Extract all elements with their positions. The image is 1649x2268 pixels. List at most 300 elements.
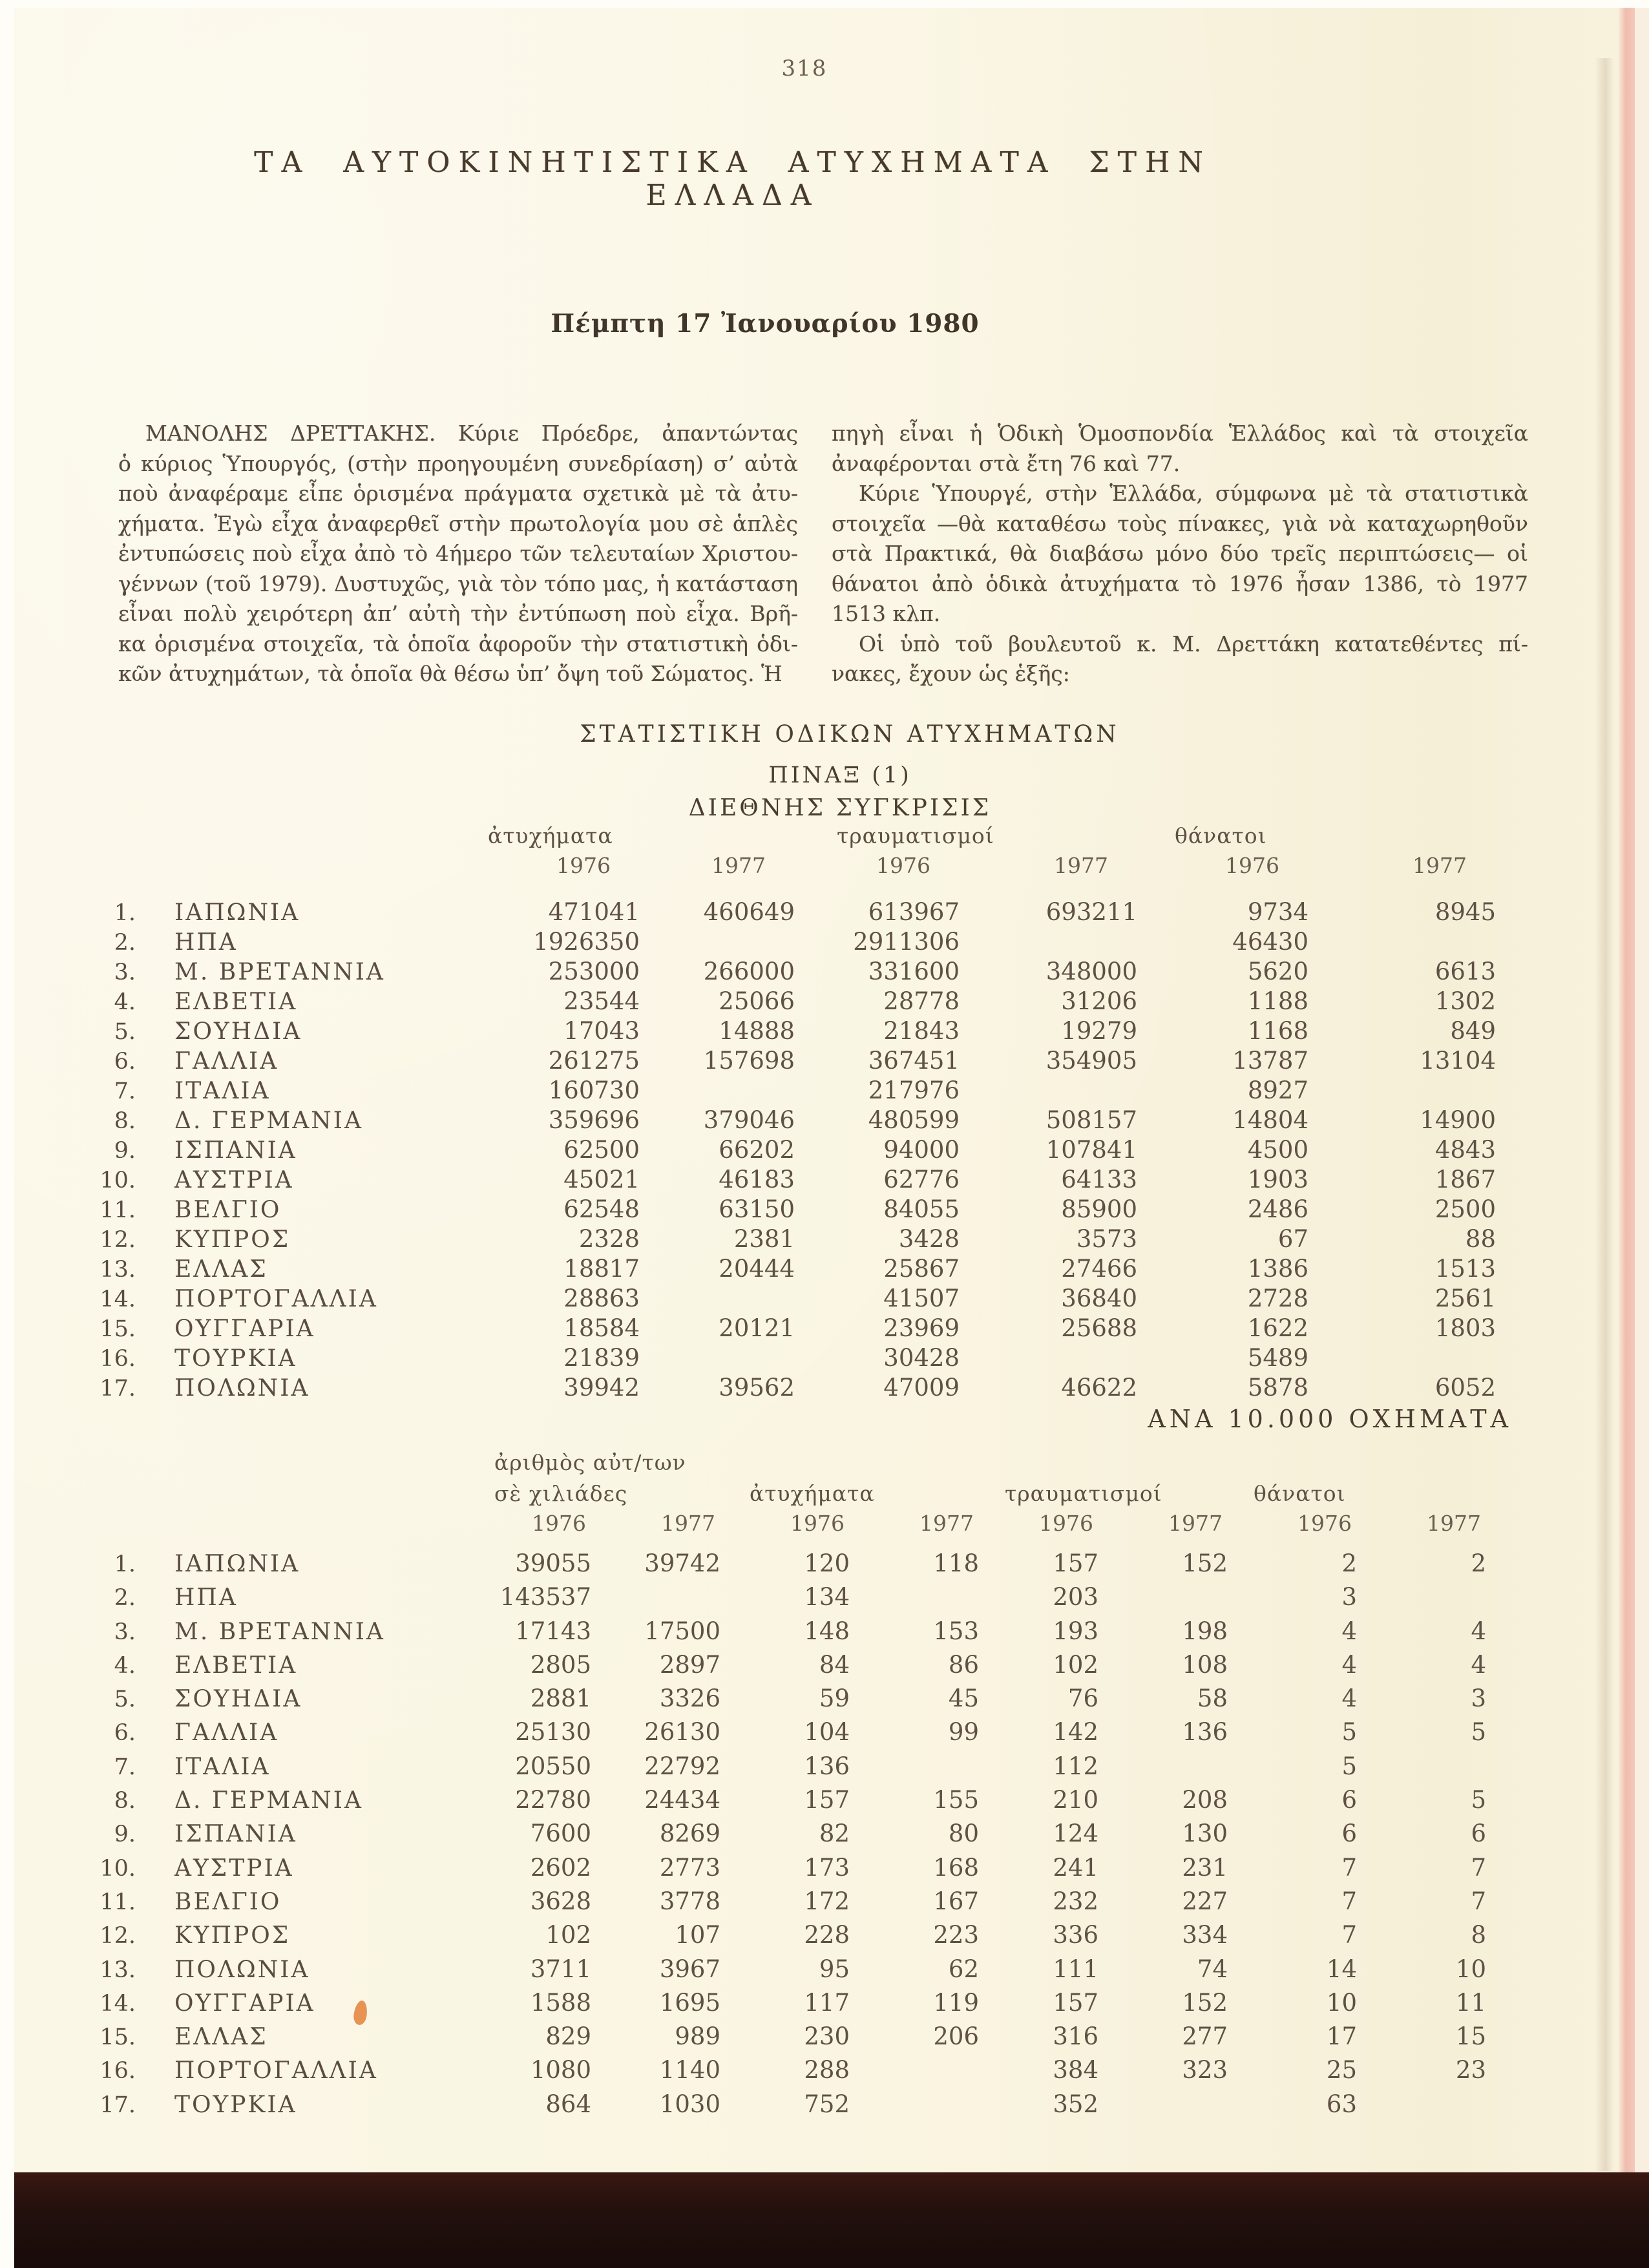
row-number: 5. <box>114 1019 136 1045</box>
value-cell: 25066 <box>719 987 795 1015</box>
row-number: 15. <box>100 2024 136 2051</box>
table2-group-injuries: τραυματισμοί <box>1005 1481 1162 1506</box>
value-cell: 25 <box>1326 2056 1357 2084</box>
row-number: 3. <box>114 960 136 985</box>
country-cell: ΣΟΥΗΔΙΑ <box>174 1686 302 1713</box>
date-heading: Πέμπτη 17 Ἰανουαρίου 1980 <box>551 309 980 339</box>
country-cell: Δ. ΓΕΡΜΑΝΙΑ <box>174 1787 363 1814</box>
value-cell: 80 <box>948 1820 979 1848</box>
year-header-row <box>97 1511 1486 1536</box>
table-row <box>97 1076 1496 1106</box>
table2 <box>97 1549 1486 2124</box>
row-number: 10. <box>100 1855 136 1882</box>
body-text-line: 1513 κλπ. <box>832 601 941 626</box>
value-cell: 1867 <box>1434 1166 1496 1193</box>
value-cell: 20444 <box>719 1255 795 1283</box>
table-row <box>97 1374 1496 1403</box>
value-cell: 471041 <box>548 898 640 926</box>
row-number: 13. <box>100 1957 136 1983</box>
country-cell: ΙΑΠΩΝΙΑ <box>174 1551 300 1577</box>
table-row <box>97 1583 1486 1617</box>
value-cell: 30428 <box>883 1344 960 1372</box>
year-label: 1977 <box>1054 853 1108 878</box>
body-text-line: Κύριε Ὑπουργέ, στὴν Ἑλλάδα, σύμφωνα μὲ τὰ στατιστικὰ <box>859 481 1528 506</box>
value-cell: 31206 <box>1061 987 1137 1015</box>
row-number: 13. <box>100 1257 136 1283</box>
value-cell: 1803 <box>1434 1314 1496 1342</box>
value-cell: 2328 <box>578 1225 640 1253</box>
value-cell: 193 <box>1053 1617 1098 1645</box>
value-cell: 4 <box>1341 1650 1357 1679</box>
body-text-line: ποὺ ἀναφέραμε εἶπε ὁρισμένα πράγματα σχετικὰ μὲ τὰ ἀτυ- <box>118 481 798 506</box>
country-cell: ΙΤΑΛΙΑ <box>174 1078 271 1104</box>
value-cell: 36840 <box>1061 1285 1137 1312</box>
value-cell: 203 <box>1053 1583 1098 1612</box>
table-row <box>97 2090 1486 2124</box>
value-cell: 7 <box>1471 1887 1486 1915</box>
value-cell: 63 <box>1326 2090 1357 2118</box>
row-number: 10. <box>100 1168 136 1193</box>
table-row <box>97 1955 1486 1989</box>
value-cell: 3711 <box>530 1955 591 1983</box>
value-cell: 13104 <box>1420 1047 1496 1075</box>
value-cell: 4843 <box>1434 1136 1496 1164</box>
year-label: 1976 <box>790 1511 845 1536</box>
value-cell: 5 <box>1341 1718 1357 1747</box>
body-text-line: κῶν ἀτυχημάτων, τὰ ὁποῖα θὰ θέσω ὑπ’ ὄψη τοῦ Σώματος. Ἡ <box>118 661 782 686</box>
value-cell: 6 <box>1471 1820 1486 1848</box>
value-cell: 46183 <box>719 1166 795 1193</box>
page-title: ΤΑ ΑΥΤΟΚΙΝΗΤΙΣΤΙΚΑ ΑΤΥΧΗΜΑΤΑ ΣΤΗΝ ΕΛΛΑΔΑ <box>254 146 1212 212</box>
value-cell: 14888 <box>719 1017 795 1045</box>
table-row <box>97 1195 1496 1225</box>
value-cell: 18817 <box>563 1255 640 1283</box>
value-cell: 99 <box>948 1718 979 1747</box>
country-cell: ΚΥΠΡΟΣ <box>174 1922 291 1949</box>
value-cell: 989 <box>675 2022 720 2051</box>
row-number: 9. <box>114 1822 136 1848</box>
country-cell: ΤΟΥΡΚΙΑ <box>174 1345 297 1372</box>
value-cell: 384 <box>1053 2056 1098 2084</box>
value-cell: 2773 <box>659 1853 720 1882</box>
value-cell: 2561 <box>1434 1285 1496 1312</box>
value-cell: 23969 <box>883 1314 960 1342</box>
year-label: 1976 <box>556 853 611 878</box>
value-cell: 5489 <box>1247 1344 1308 1372</box>
value-cell: 6 <box>1341 1820 1357 1848</box>
country-cell: ΒΕΛΓΙΟ <box>174 1888 282 1915</box>
row-number: 5. <box>114 1686 136 1713</box>
value-cell: 3428 <box>898 1225 960 1253</box>
year-label: 1977 <box>1427 1511 1481 1536</box>
year-label: 1976 <box>876 853 930 878</box>
body-text-line: νακες, ἔχουν ὡς ἑξῆς: <box>832 661 1070 686</box>
value-cell: 266000 <box>703 958 795 985</box>
value-cell: 4 <box>1341 1685 1357 1713</box>
value-cell: 167 <box>933 1887 979 1915</box>
value-cell: 7 <box>1471 1853 1486 1882</box>
value-cell: 17143 <box>515 1617 591 1645</box>
value-cell: 5 <box>1471 1786 1486 1814</box>
value-cell: 18584 <box>563 1314 640 1342</box>
scan-edge-right <box>1618 0 1635 2268</box>
value-cell: 227 <box>1182 1887 1228 1915</box>
statistics-heading: ΣΤΑΤΙΣΤΙΚΗ ΟΔΙΚΩΝ ΑΤΥΧΗΜΑΤΩΝ <box>580 721 1120 748</box>
value-cell: 253000 <box>548 958 640 985</box>
value-cell: 63150 <box>719 1195 795 1223</box>
value-cell: 66202 <box>719 1136 795 1164</box>
value-cell: 14900 <box>1420 1106 1496 1134</box>
value-cell: 2897 <box>659 1650 720 1679</box>
country-cell: ΙΤΑΛΙΑ <box>174 1753 271 1780</box>
value-cell: 5878 <box>1247 1374 1308 1402</box>
row-number: 17. <box>100 2092 136 2118</box>
value-cell: 8945 <box>1434 898 1496 926</box>
table-row <box>97 1617 1486 1651</box>
body-text-line: κα ὁρισμένα στοιχεῖα, τὰ ὁποῖα ἀφοροῦν τὴν στατιστικὴ ὁδι- <box>118 631 798 656</box>
value-cell: 4 <box>1471 1617 1486 1645</box>
value-cell: 348000 <box>1045 958 1137 985</box>
value-cell: 3 <box>1341 1583 1357 1612</box>
value-cell: 3326 <box>659 1685 720 1713</box>
value-cell: 1080 <box>530 2056 591 2084</box>
country-cell: ΙΑΠΩΝΙΑ <box>174 899 300 926</box>
value-cell: 206 <box>933 2022 979 2051</box>
value-cell: 3778 <box>659 1887 720 1915</box>
value-cell: 25867 <box>883 1255 960 1283</box>
country-cell: ΕΛΛΑΣ <box>174 2024 268 2051</box>
value-cell: 288 <box>804 2056 850 2084</box>
value-cell: 59 <box>819 1685 850 1713</box>
value-cell: 136 <box>1182 1718 1228 1747</box>
table-row <box>97 1017 1496 1047</box>
row-number: 17. <box>100 1376 136 1402</box>
value-cell: 261275 <box>548 1047 640 1075</box>
value-cell: 111 <box>1053 1955 1098 1983</box>
row-number: 7. <box>114 1754 136 1780</box>
value-cell: 8269 <box>659 1820 720 1848</box>
value-cell: 21843 <box>883 1017 960 1045</box>
value-cell: 10 <box>1455 1955 1486 1983</box>
value-cell: 95 <box>819 1955 850 1983</box>
year-label: 1977 <box>1168 1511 1223 1536</box>
country-cell: Μ. ΒΡΕΤΑΝΝΙΑ <box>174 959 385 985</box>
value-cell: 7 <box>1341 1887 1357 1915</box>
row-number: 12. <box>100 1227 136 1253</box>
value-cell: 6 <box>1341 1786 1357 1814</box>
table-row <box>97 2056 1486 2090</box>
table-row <box>97 928 1496 958</box>
table1-group-deaths: θάνατοι <box>1175 823 1267 848</box>
value-cell: 1140 <box>659 2056 720 2084</box>
country-cell: ΕΛΒΕΤΙΑ <box>174 1652 298 1679</box>
value-cell: 3628 <box>530 1887 591 1915</box>
value-cell: 1513 <box>1434 1255 1496 1283</box>
value-cell: 7 <box>1341 1921 1357 1949</box>
value-cell: 15 <box>1455 2022 1486 2051</box>
value-cell: 25688 <box>1061 1314 1137 1342</box>
row-number: 11. <box>100 1197 136 1223</box>
value-cell: 46430 <box>1232 928 1308 956</box>
country-cell: ΟΥΓΓΑΡΙΑ <box>174 1990 315 2017</box>
value-cell: 1168 <box>1247 1017 1308 1045</box>
year-label: 1976 <box>1225 853 1279 878</box>
country-cell: ΓΑΛΛΙΑ <box>174 1048 279 1075</box>
value-cell: 2500 <box>1434 1195 1496 1223</box>
value-cell: 152 <box>1182 1549 1228 1577</box>
value-cell: 231 <box>1182 1853 1228 1882</box>
value-cell: 1926350 <box>533 928 640 956</box>
value-cell: 1622 <box>1247 1314 1308 1342</box>
row-number: 16. <box>100 1346 136 1372</box>
table-row <box>97 1685 1486 1718</box>
value-cell: 4500 <box>1247 1136 1308 1164</box>
body-text-line: γέννων (τοῦ 1979). Δυστυχῶς, γιὰ τὸν τόπο μας, ἡ κατάσταση <box>118 571 798 596</box>
value-cell: 323 <box>1182 2056 1228 2084</box>
value-cell: 62776 <box>883 1166 960 1193</box>
value-cell: 39942 <box>563 1374 640 1402</box>
value-cell: 223 <box>933 1921 979 1949</box>
value-cell: 58 <box>1197 1685 1228 1713</box>
table2-vehicles-header-line1: ἀριθμὸς αὐτ/των <box>494 1450 686 1475</box>
value-cell: 217976 <box>868 1076 960 1104</box>
value-cell: 74 <box>1197 1955 1228 1983</box>
scan-edge-top <box>0 0 1649 8</box>
row-number: 12. <box>100 1923 136 1949</box>
value-cell: 1030 <box>659 2090 720 2118</box>
body-text-line: στὰ Πρακτικά, θὰ διαβάσω μόνο δύο τρεῖς περιπτώσεις— οἱ <box>832 541 1528 566</box>
row-number: 8. <box>114 1788 136 1814</box>
value-cell: 21839 <box>563 1344 640 1372</box>
value-cell: 198 <box>1182 1617 1228 1645</box>
year-label: 1976 <box>1039 1511 1093 1536</box>
value-cell: 5 <box>1471 1718 1486 1747</box>
value-cell: 354905 <box>1045 1047 1137 1075</box>
table-row <box>97 1047 1496 1076</box>
table1 <box>97 898 1496 1403</box>
row-number: 3. <box>114 1619 136 1645</box>
value-cell: 208 <box>1182 1786 1228 1814</box>
year-label: 1977 <box>711 853 766 878</box>
row-number: 1. <box>114 1551 136 1577</box>
value-cell: 10 <box>1326 1988 1357 2017</box>
value-cell: 94000 <box>883 1136 960 1164</box>
body-left-column <box>118 419 798 689</box>
value-cell: 228 <box>804 1921 850 1949</box>
value-cell: 2 <box>1341 1549 1357 1577</box>
year-label: 1977 <box>1413 853 1467 878</box>
table-row <box>97 1786 1486 1820</box>
country-cell: ΠΟΡΤΟΓΑΛΛΙΑ <box>174 1286 378 1312</box>
table1-year-header <box>97 853 1496 878</box>
value-cell: 8 <box>1471 1921 1486 1949</box>
table-row <box>97 1136 1496 1166</box>
country-cell: ΗΠΑ <box>174 929 238 956</box>
value-cell: 2881 <box>530 1685 591 1713</box>
value-cell: 4 <box>1341 1617 1357 1645</box>
country-cell: ΚΥΠΡΟΣ <box>174 1226 291 1253</box>
value-cell: 20550 <box>515 1752 591 1780</box>
value-cell: 153 <box>933 1617 979 1645</box>
value-cell: 120 <box>804 1549 850 1577</box>
value-cell: 62 <box>948 1955 979 1983</box>
year-label: 1976 <box>1297 1511 1352 1536</box>
table-row <box>97 958 1496 987</box>
value-cell: 13787 <box>1232 1047 1308 1075</box>
scan-edge-left <box>0 0 14 2268</box>
country-cell: ΕΛΒΕΤΙΑ <box>174 989 298 1015</box>
table-row <box>97 1820 1486 1853</box>
year-header-row <box>97 853 1496 878</box>
value-cell: 23 <box>1455 2056 1486 2084</box>
value-cell: 108 <box>1182 1650 1228 1679</box>
value-cell: 45 <box>948 1685 979 1713</box>
value-cell: 7600 <box>530 1820 591 1848</box>
row-number: 4. <box>114 1652 136 1679</box>
value-cell: 3573 <box>1076 1225 1137 1253</box>
value-cell: 277 <box>1182 2022 1228 2051</box>
value-cell: 316 <box>1053 2022 1098 2051</box>
value-cell: 359696 <box>548 1106 640 1134</box>
value-cell: 864 <box>545 2090 591 2118</box>
value-cell: 19279 <box>1061 1017 1137 1045</box>
table-row <box>97 2022 1486 2056</box>
value-cell: 24434 <box>644 1786 720 1814</box>
table-row <box>97 1166 1496 1195</box>
row-number: 2. <box>114 930 136 956</box>
value-cell: 508157 <box>1045 1106 1137 1134</box>
value-cell: 2 <box>1471 1549 1486 1577</box>
value-cell: 334 <box>1182 1921 1228 1949</box>
row-number: 2. <box>114 1585 136 1612</box>
country-cell: ΠΟΛΩΝΙΑ <box>174 1375 310 1402</box>
value-cell: 3 <box>1471 1685 1486 1713</box>
value-cell: 157 <box>1053 1549 1098 1577</box>
value-cell: 5620 <box>1247 958 1308 985</box>
value-cell: 39562 <box>719 1374 795 1402</box>
table1-group-accidents: ἀτυχήματα <box>488 823 613 848</box>
value-cell: 17 <box>1326 2022 1357 2051</box>
row-number: 6. <box>114 1720 136 1747</box>
value-cell: 136 <box>804 1752 850 1780</box>
body-text-line: Οἱ ὑπὸ τοῦ βουλευτοῦ κ. Μ. Δρεττάκη κατατεθέντες πί- <box>859 631 1528 656</box>
country-cell: ΗΠΑ <box>174 1584 238 1612</box>
value-cell: 20121 <box>719 1314 795 1342</box>
value-cell: 5 <box>1341 1752 1357 1780</box>
value-cell: 14804 <box>1232 1106 1308 1134</box>
body-text-line: ἀναφέρονται στὰ ἔτη 76 καὶ 77. <box>832 450 1181 476</box>
country-cell: ΓΑΛΛΙΑ <box>174 1719 279 1747</box>
value-cell: 367451 <box>868 1047 960 1075</box>
value-cell: 39055 <box>515 1549 591 1577</box>
country-cell: ΤΟΥΡΚΙΑ <box>174 2091 297 2118</box>
table-row <box>97 1887 1486 1921</box>
table-row <box>97 898 1496 928</box>
value-cell: 160730 <box>548 1076 640 1104</box>
row-number: 14. <box>100 1990 136 2017</box>
value-cell: 124 <box>1053 1820 1098 1848</box>
value-cell: 157 <box>1053 1988 1098 2017</box>
value-cell: 210 <box>1053 1786 1098 1814</box>
value-cell: 2381 <box>733 1225 795 1253</box>
value-cell: 172 <box>804 1887 850 1915</box>
value-cell: 102 <box>1053 1650 1098 1679</box>
body-text-line: ὁ κύριος Ὑπουργός, (στὴν προηγουμένη συνεδρίαση) σ’ αὐτὰ <box>118 450 798 476</box>
country-cell: ΠΟΛΩΝΙΑ <box>174 1956 310 1983</box>
value-cell: 104 <box>804 1718 850 1747</box>
value-cell: 148 <box>804 1617 850 1645</box>
year-label: 1977 <box>661 1511 715 1536</box>
row-number: 6. <box>114 1049 136 1075</box>
value-cell: 39742 <box>644 1549 720 1577</box>
value-cell: 17500 <box>644 1617 720 1645</box>
value-cell: 47009 <box>883 1374 960 1402</box>
row-number: 1. <box>114 900 136 926</box>
country-cell: ΑΥΣΤΡΙΑ <box>174 1854 294 1882</box>
value-cell: 25130 <box>515 1718 591 1747</box>
scan-bottom-band <box>14 2172 1649 2268</box>
value-cell: 2728 <box>1247 1285 1308 1312</box>
table2-vehicles-header-line2: σὲ χιλιάδες <box>494 1481 628 1506</box>
value-cell: 1903 <box>1247 1166 1308 1193</box>
value-cell: 26130 <box>644 1718 720 1747</box>
table1-subtitle: ΔΙΕΘΝΗΣ ΣΥΓΚΡΙΣΙΣ <box>688 795 992 821</box>
value-cell: 118 <box>933 1549 979 1577</box>
row-number: 4. <box>114 989 136 1015</box>
value-cell: 130 <box>1182 1820 1228 1848</box>
country-cell: ΙΣΠΑΝΙΑ <box>174 1137 297 1164</box>
value-cell: 102 <box>545 1921 591 1949</box>
value-cell: 76 <box>1067 1685 1098 1713</box>
value-cell: 157 <box>804 1786 850 1814</box>
value-cell: 84 <box>819 1650 850 1679</box>
value-cell: 232 <box>1053 1887 1098 1915</box>
value-cell: 14 <box>1326 1955 1357 1983</box>
table-row <box>97 987 1496 1017</box>
country-cell: ΕΛΛΑΣ <box>174 1256 268 1283</box>
value-cell: 3967 <box>659 1955 720 1983</box>
value-cell: 1588 <box>530 1988 591 2017</box>
row-number: 9. <box>114 1138 136 1164</box>
body-text-line: ἐντυπώσεις ποὺ εἶχα ἀπὸ τὸ 4ήμερο τῶν τελευταίων Χριστου- <box>118 541 798 566</box>
value-cell: 45021 <box>563 1166 640 1193</box>
page-fold-shadow <box>1595 58 1614 2171</box>
row-number: 16. <box>100 2058 136 2084</box>
value-cell: 23544 <box>563 987 640 1015</box>
scan-edge-right-outer <box>1635 0 1649 2268</box>
table-row <box>97 1651 1486 1685</box>
table-row <box>97 1718 1486 1752</box>
value-cell: 142 <box>1053 1718 1098 1747</box>
country-cell: ΣΟΥΗΔΙΑ <box>174 1018 302 1045</box>
table-row <box>97 1255 1496 1285</box>
table2-title: ΑΝΑ 10.000 ΟΧΗΜΑΤΑ <box>1148 1405 1512 1433</box>
country-cell: ΑΥΣΤΡΙΑ <box>174 1167 294 1193</box>
value-cell: 82 <box>819 1820 850 1848</box>
value-cell: 7 <box>1341 1853 1357 1882</box>
value-cell: 2805 <box>530 1650 591 1679</box>
row-number: 8. <box>114 1108 136 1134</box>
table2-year-header <box>97 1511 1486 1536</box>
value-cell: 336 <box>1053 1921 1098 1949</box>
value-cell: 143537 <box>499 1583 591 1612</box>
value-cell: 2486 <box>1247 1195 1308 1223</box>
value-cell: 64133 <box>1061 1166 1137 1193</box>
value-cell: 41507 <box>883 1285 960 1312</box>
table-row <box>97 1989 1486 2022</box>
country-cell: ΙΣΠΑΝΙΑ <box>174 1821 297 1848</box>
value-cell: 752 <box>804 2090 850 2118</box>
